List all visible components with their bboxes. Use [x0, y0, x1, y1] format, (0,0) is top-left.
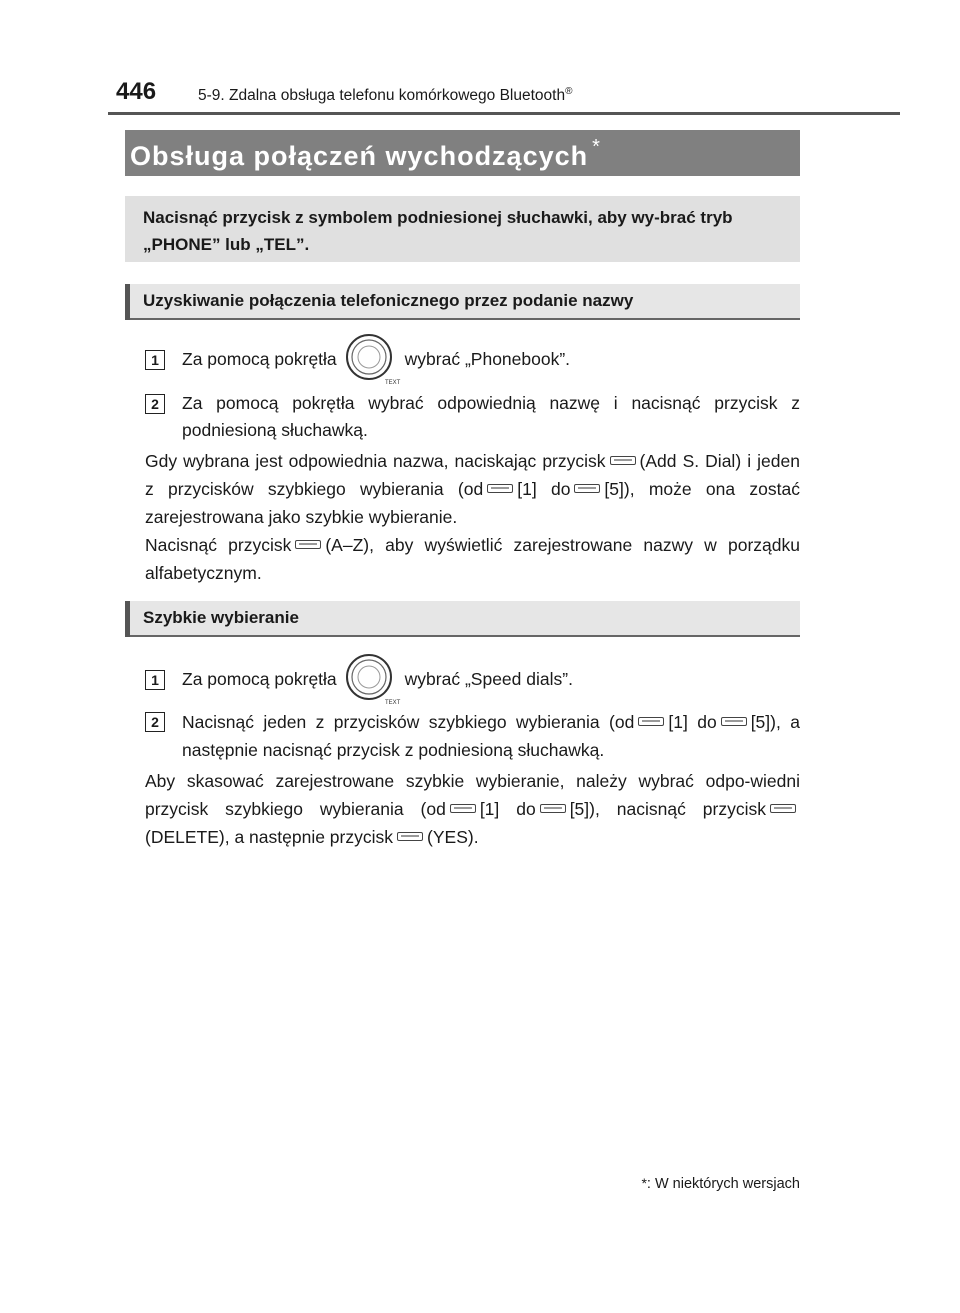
step-text-before: Za pomocą pokrętła [182, 349, 337, 369]
intro-text: Nacisnąć przycisk z symbolem podniesionej słuchawki, aby wy-brać tryb „PHONE” lub „TEL”. [143, 208, 733, 254]
button-icon [450, 804, 476, 813]
intro-box [125, 196, 800, 262]
button-icon [770, 804, 796, 813]
paragraph-alphabetical [145, 531, 800, 587]
text-run: [1] do [479, 799, 536, 819]
running-head [198, 86, 572, 105]
step-text [182, 346, 800, 387]
dial-label: TEXT [384, 380, 401, 387]
button-icon [574, 484, 600, 493]
footnote-text: : W niektórych wersjach [646, 1176, 800, 1192]
button-icon [610, 456, 636, 465]
button-icon [540, 804, 566, 813]
section-title: 5-9. Zdalna obsługa telefonu komórkowego Bluetooth [198, 87, 566, 105]
section-heading-name-dial [125, 284, 800, 320]
text-run: Nacisnąć przycisk [145, 535, 292, 555]
section-heading-speed-dial [125, 601, 800, 637]
text-run: Gdy wybrana jest odpowiednia nazwa, naciskając przycisk [145, 451, 606, 471]
text-run: [5]), nacisnąć przycisk [569, 799, 766, 819]
text-run: [5]), może ona zostać zarejestrowana jako szybkie wybieranie. [145, 479, 800, 527]
step-text-after: wybrać „Speed dials”. [404, 669, 573, 689]
button-icon [487, 484, 513, 493]
title-text: Obsługa połączeń wychodzących [130, 141, 589, 171]
button-icon [295, 540, 321, 549]
title-bar [125, 130, 800, 176]
step-number: 1 [145, 670, 165, 690]
step-text [182, 666, 800, 707]
text-run: (DELETE), a następnie przycisk [145, 827, 394, 847]
text-run: (YES). [427, 827, 479, 847]
step-number: 2 [145, 394, 165, 414]
step-number: 1 [145, 350, 165, 370]
text-run: Nacisnąć jeden z przycisków szybkiego wybierania (od [182, 712, 635, 732]
text-run: [1] do [517, 479, 571, 499]
tune-dial-icon [345, 653, 401, 707]
step-number: 2 [145, 712, 165, 732]
footnote [641, 1175, 800, 1192]
text-run: Aby skasować zarejestrowane szybkie wybieranie, należy wybrać odpo-wiedni przycisk szybkiego wybierania (od [145, 771, 800, 819]
tune-dial-icon [345, 333, 401, 387]
text-run: [5]), a następnie nacisnąć przycisk z podniesioną słuchawką. [182, 712, 800, 760]
step-text [182, 708, 800, 764]
button-icon [638, 717, 664, 726]
text-run: (Add S. Dial) i jeden z przycisków szybkiego wybierania (od [145, 451, 800, 499]
asterisk-mark: * [592, 136, 601, 158]
page-number: 446 [116, 78, 157, 105]
step-text-after: wybrać „Phonebook”. [404, 349, 571, 369]
paragraph-add-speed-dial [145, 447, 800, 531]
text-run: [1] do [668, 712, 717, 732]
section-heading-text: Uzyskiwanie połączenia telefonicznego przez podanie nazwy [143, 291, 634, 310]
button-icon [721, 717, 747, 726]
header-rule [108, 112, 900, 115]
dial-label: TEXT [384, 700, 401, 707]
text-run: (A–Z), aby wyświetlić zarejestrowane nazwy w porządku alfabetycznym. [145, 535, 800, 583]
section-heading-text: Szybkie wybieranie [143, 608, 299, 627]
step-text: Za pomocą pokrętła wybrać odpowiednią nazwę i nacisnąć przycisk z podniesioną słuchawką. [182, 393, 800, 440]
registered-mark: ® [565, 86, 573, 97]
button-icon [397, 832, 423, 841]
step-text-before: Za pomocą pokrętła [182, 669, 337, 689]
page-title [130, 136, 601, 172]
paragraph-delete-speed-dial [145, 767, 800, 851]
asterisk-mark: * [641, 1175, 647, 1191]
